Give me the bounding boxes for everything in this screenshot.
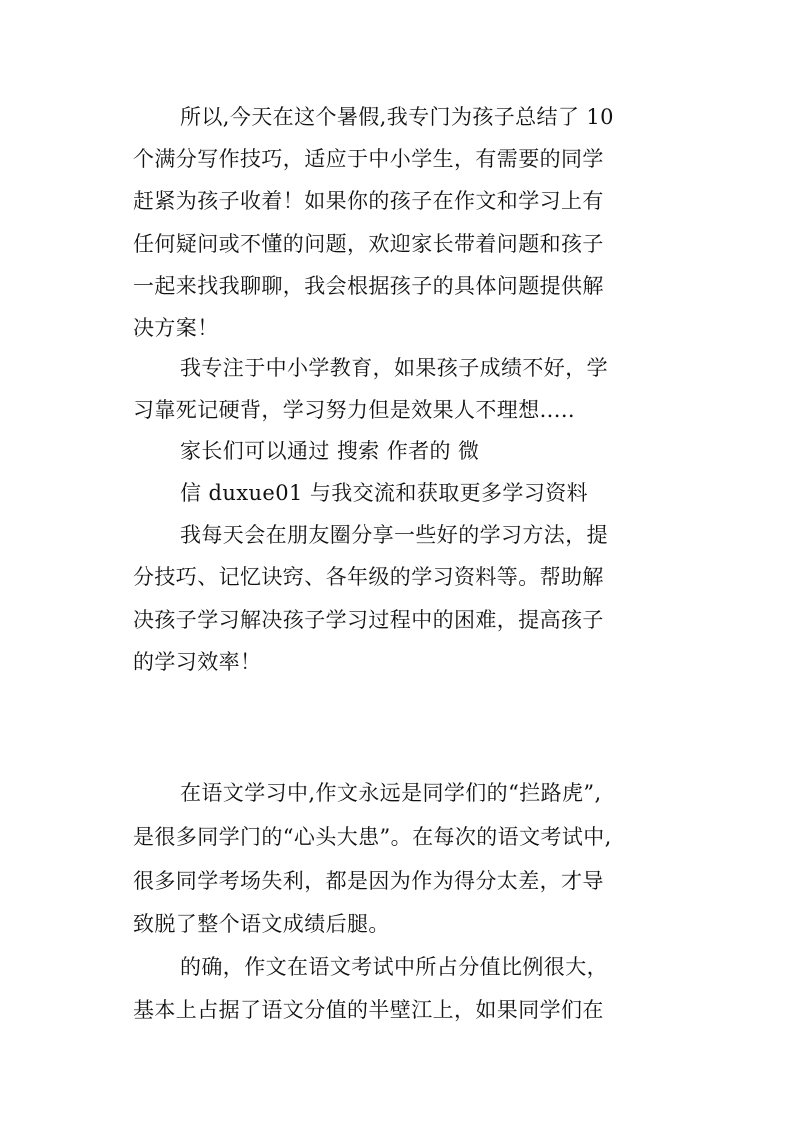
paragraph-4-line-1: 我每天会在朋友圈分享一些好的学习方法，提 — [180, 523, 608, 547]
paragraph-1-line-4: 任何疑问或不懂的问题，欢迎家长带着问题和孩子 — [133, 232, 604, 256]
paragraph-5-line-2: 是很多同学门的“心头大患”。在每次的语文考试中, — [133, 825, 612, 849]
paragraph-2-line-2: 习靠死记硬背，学习努力但是效果人不理想..... — [133, 398, 575, 422]
paragraph-1-line-6: 决方案！ — [133, 316, 219, 340]
paragraph-5-line-1: 在语文学习中,作文永远是同学们的“拦路虎”, — [180, 781, 602, 805]
paragraph-2-line-1: 我专注于中小学教育，如果孩子成绩不好，学 — [180, 356, 608, 380]
paragraph-3-line-1: 家长们可以通过 搜索 作者的 微 — [180, 439, 480, 463]
paragraph-4-line-4: 的学习效率！ — [133, 650, 262, 674]
paragraph-1-line-1: 所以,今天在这个暑假,我专门为孩子总结了 10 — [180, 105, 614, 129]
paragraph-6-line-2: 基本上占据了语文分值的半壁江上，如果同学们在 — [133, 998, 604, 1022]
paragraph-3-line-2: 信 duxue01 与我交流和获取更多学习资料 — [180, 481, 589, 505]
paragraph-4-line-2: 分技巧、记忆诀窍、各年级的学习资料等。帮助解 — [133, 565, 604, 589]
paragraph-1-line-5: 一起来找我聊聊，我会根据孩子的具体问题提供解 — [133, 274, 604, 298]
paragraph-5-line-4: 致脱了整个语文成绩后腿。 — [133, 912, 390, 936]
paragraph-1-line-3: 赶紧为孩子收着！如果你的孩子在作文和学习上有 — [133, 189, 604, 213]
paragraph-5-line-3: 很多同学考场失利，都是因为作为得分太差，才导 — [133, 869, 604, 893]
paragraph-4-line-3: 决孩子学习解决孩子学习过程中的困难，提高孩子 — [133, 608, 604, 632]
paragraph-1-line-2: 个满分写作技巧，适应于中小学生，有需要的同学 — [133, 147, 604, 171]
paragraph-6-line-1: 的确，作文在语文考试中所占分值比例很大， — [180, 955, 608, 979]
